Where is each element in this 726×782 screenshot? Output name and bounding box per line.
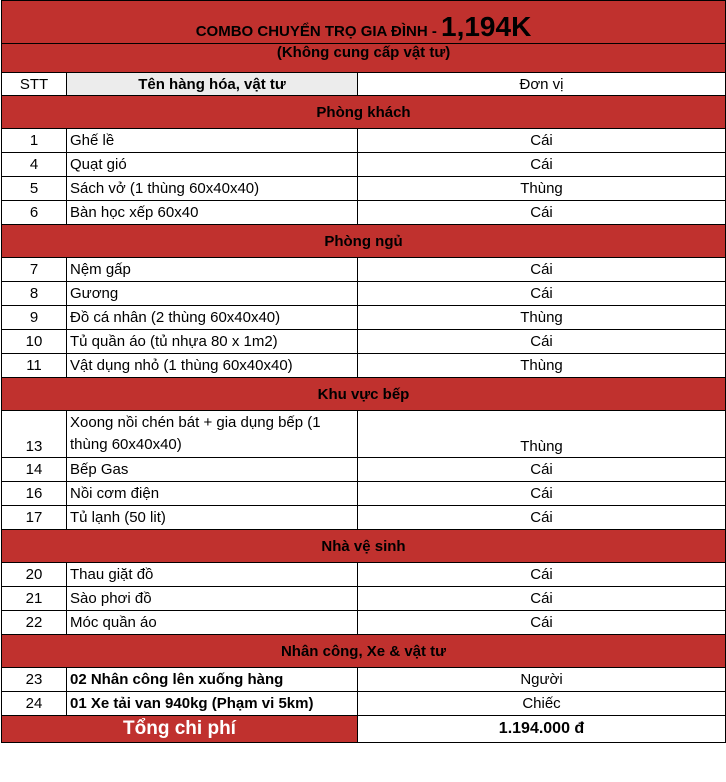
table-row	[2, 587, 726, 611]
table-row	[2, 258, 726, 282]
table-row	[2, 153, 726, 177]
row-stt: 6	[2, 201, 67, 225]
row-unit: Cái	[358, 153, 726, 177]
row-unit: Thùng	[358, 411, 726, 458]
title-price: 1,194K	[441, 11, 532, 42]
row-name: Nệm gấp	[67, 258, 358, 282]
row-unit: Cái	[358, 129, 726, 153]
table-row	[2, 306, 726, 330]
row-unit: Cái	[358, 587, 726, 611]
row-unit: Thùng	[358, 177, 726, 201]
row-name: Bếp Gas	[67, 458, 358, 482]
row-name: 02 Nhân công lên xuống hàng	[67, 668, 358, 692]
row-stt: 24	[2, 692, 67, 716]
row-name: Sào phơi đồ	[67, 587, 358, 611]
header-name: Tên hàng hóa, vật tư	[67, 73, 358, 96]
table-row	[2, 330, 726, 354]
row-name: Tủ quần áo (tủ nhựa 80 x 1m2)	[67, 330, 358, 354]
row-name: Đồ cá nhân (2 thùng 60x40x40)	[67, 306, 358, 330]
row-name: Vật dụng nhỏ (1 thùng 60x40x40)	[67, 354, 358, 378]
row-name: Bàn học xếp 60x40	[67, 201, 358, 225]
table-row	[2, 611, 726, 635]
table-row	[2, 129, 726, 153]
row-name: Nồi cơm điện	[67, 482, 358, 506]
table-row	[2, 482, 726, 506]
row-unit: Cái	[358, 258, 726, 282]
row-unit: Cái	[358, 282, 726, 306]
section-title: Phòng khách	[2, 96, 726, 129]
row-stt: 9	[2, 306, 67, 330]
header-unit: Đơn vị	[358, 73, 726, 96]
row-stt: 4	[2, 153, 67, 177]
section-header	[2, 530, 726, 563]
page-title	[2, 1, 726, 44]
row-stt: 11	[2, 354, 67, 378]
table-row	[2, 458, 726, 482]
row-stt: 8	[2, 282, 67, 306]
subtitle-row	[2, 44, 726, 73]
section-title: Nhân công, Xe & vật tư	[2, 635, 726, 668]
section-header	[2, 225, 726, 258]
row-unit: Cái	[358, 330, 726, 354]
table-row	[2, 201, 726, 225]
row-unit: Thùng	[358, 306, 726, 330]
row-stt: 21	[2, 587, 67, 611]
row-stt: 16	[2, 482, 67, 506]
table-row	[2, 282, 726, 306]
row-unit: Cái	[358, 611, 726, 635]
title-prefix: COMBO CHUYỂN TRỌ GIA ĐÌNH -	[195, 23, 441, 40]
row-name: Thau giặt đồ	[67, 563, 358, 587]
row-unit: Cái	[358, 201, 726, 225]
row-unit: Cái	[358, 458, 726, 482]
row-stt: 1	[2, 129, 67, 153]
row-name: Xoong nồi chén bát + gia dụng bếp (1 thùng 60x40x40)	[67, 411, 358, 458]
total-label: Tổng chi phí	[2, 716, 358, 743]
row-name: Tủ lạnh (50 lit)	[67, 506, 358, 530]
row-unit: Cái	[358, 482, 726, 506]
row-name: 01 Xe tải van 940kg (Phạm vi 5km)	[67, 692, 358, 716]
row-unit: Cái	[358, 506, 726, 530]
table-row	[2, 563, 726, 587]
page-subtitle: (Không cung cấp vật tư)	[2, 44, 726, 73]
row-unit: Chiếc	[358, 692, 726, 716]
section-header	[2, 378, 726, 411]
total-amount: 1.194.000 đ	[358, 716, 726, 743]
table-row	[2, 692, 726, 716]
row-name: Quạt gió	[67, 153, 358, 177]
row-stt: 10	[2, 330, 67, 354]
table-body	[2, 1, 726, 743]
row-unit: Thùng	[358, 354, 726, 378]
section-title: Nhà vệ sinh	[2, 530, 726, 563]
table-row	[2, 411, 726, 458]
row-unit: Người	[358, 668, 726, 692]
row-name: Sách vở (1 thùng 60x40x40)	[67, 177, 358, 201]
row-name: Móc quần áo	[67, 611, 358, 635]
row-stt: 17	[2, 506, 67, 530]
total-row	[2, 716, 726, 743]
row-stt: 13	[2, 411, 67, 458]
table-row	[2, 177, 726, 201]
row-stt: 7	[2, 258, 67, 282]
row-name: Ghế lề	[67, 129, 358, 153]
row-stt: 5	[2, 177, 67, 201]
table-row	[2, 354, 726, 378]
section-title: Phòng ngủ	[2, 225, 726, 258]
price-table	[1, 0, 726, 743]
header-stt: STT	[2, 73, 67, 96]
row-stt: 14	[2, 458, 67, 482]
table-row	[2, 506, 726, 530]
title-row	[2, 1, 726, 44]
row-stt: 22	[2, 611, 67, 635]
row-unit: Cái	[358, 563, 726, 587]
section-header	[2, 635, 726, 668]
header-row	[2, 73, 726, 96]
row-name: Gương	[67, 282, 358, 306]
section-title: Khu vực bếp	[2, 378, 726, 411]
table-row	[2, 668, 726, 692]
row-stt: 20	[2, 563, 67, 587]
section-header	[2, 96, 726, 129]
row-stt: 23	[2, 668, 67, 692]
